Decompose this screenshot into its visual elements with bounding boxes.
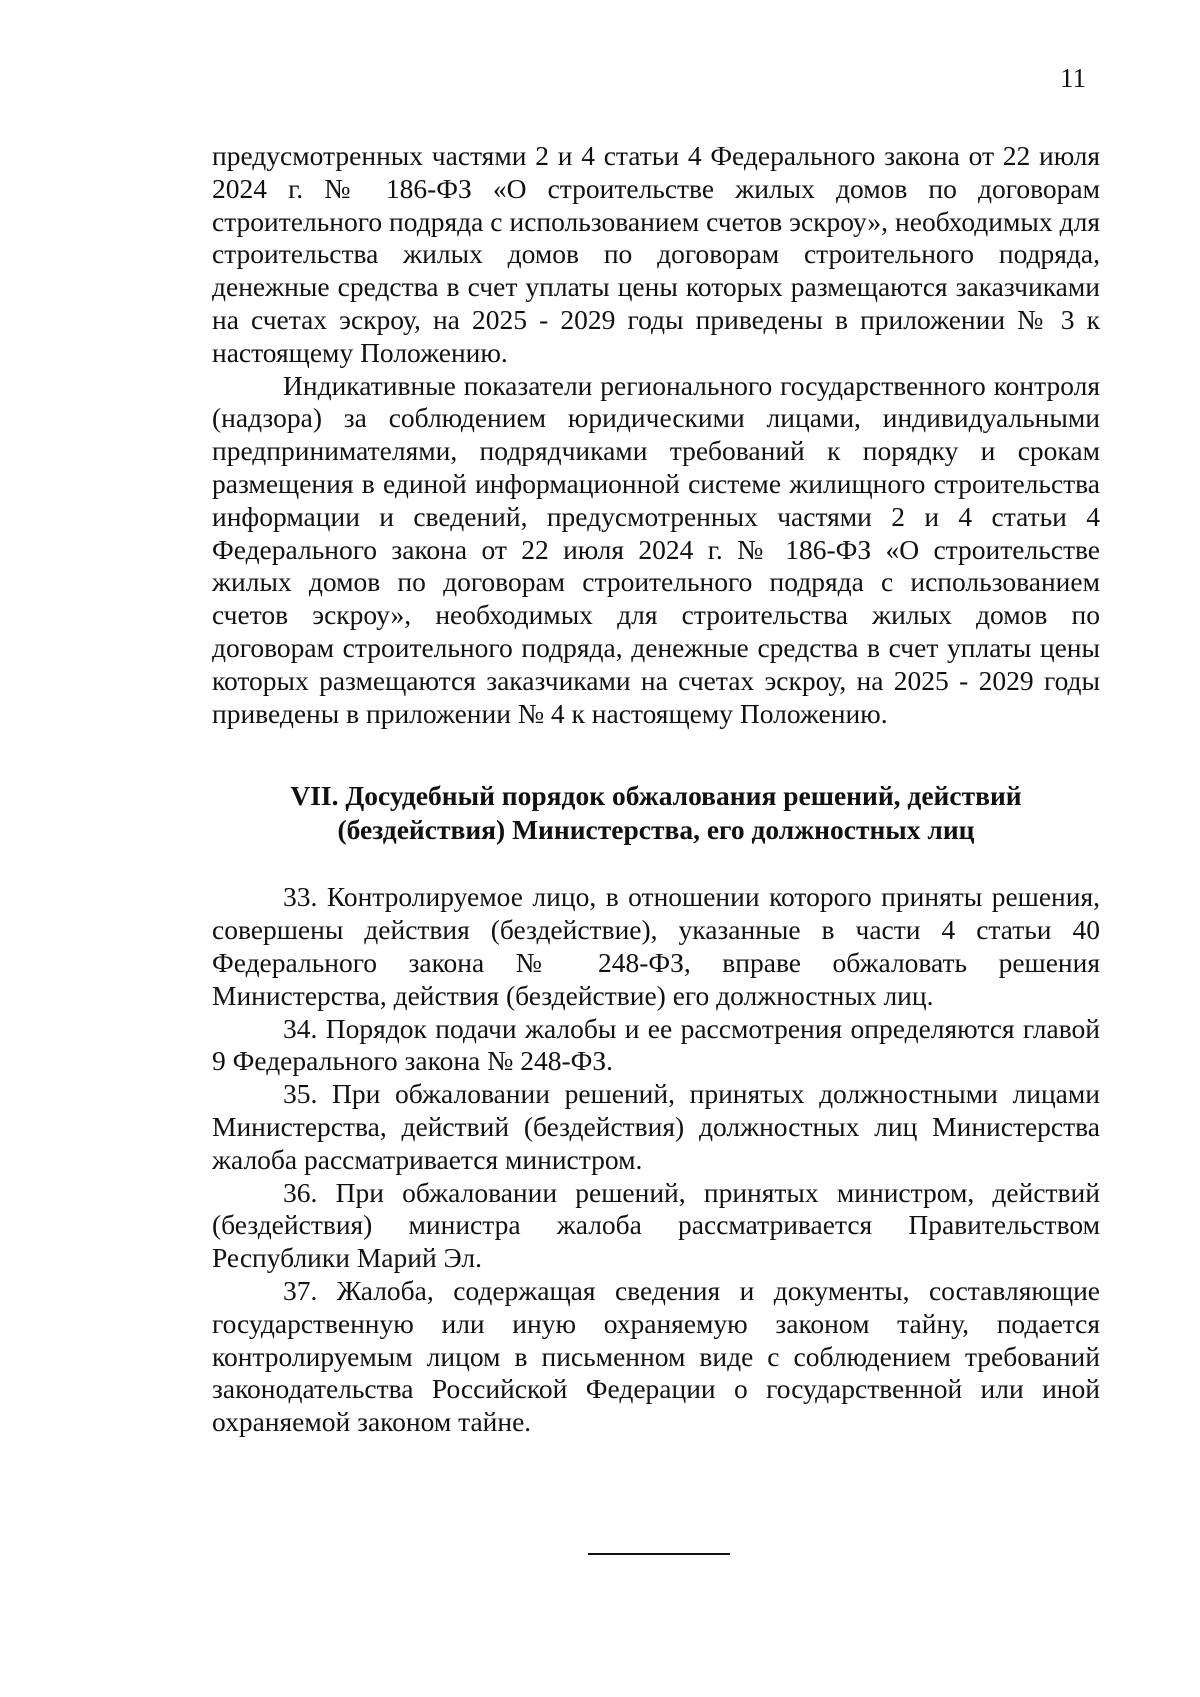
- section-heading-line-1: VII. Досудебный порядок обжалования решений, действий: [290, 780, 1022, 812]
- item-33: 33. Контролируемое лицо, в отношении которого приняты решения, совершены действия (бездействие), указанные в части 4 статьи 40 Федерального закона № 248-ФЗ, вправе обжаловать решения Министерства, действия (бездействие) его должностных лиц.: [212, 881, 1100, 1011]
- section-heading-line-2: (бездействия) Министерства, его должностных лиц: [337, 814, 975, 846]
- section-heading: [212, 779, 1100, 847]
- item-37: 37. Жалоба, содержащая сведения и документы, составляющие государственную или иную охраняемую законом тайну, подается контролируемым лицом в письменном виде с соблюдением требований законодательства Российской Федерации о государственной или иной охраняемой законом тайне.: [212, 1274, 1100, 1438]
- paragraph-indicators: Индикативные показатели регионального государственного контроля (надзора) за соблюдением юридическими лицами, индивидуальными предпринимателями, подрядчиками требований к порядку и срокам размещения в единой информационной системе жилищного строительства информации и сведений, предусмотренных частями 2 и 4 статьи 4 Федерального закона от 22 июля 2024 г. № 186-ФЗ «О строительстве жилых домов по договорам строительного подряда с использованием счетов эскроу», необходимых для строительства жилых домов по договорам строительного подряда, денежные средства в счет уплаты цены которых размещаются заказчиками на счетах эскроу, на 2025 - 2029 годы приведены в приложении № 4 к настоящему Положению.: [212, 369, 1100, 729]
- paragraph-continuation: предусмотренных частями 2 и 4 статьи 4 Федерального закона от 22 июля 2024 г. № 186-ФЗ «О строительстве жилых домов по договорам строительного подряда с использованием счетов эскроу», необходимых для строительства жилых домов по договорам строительного подряда, денежные средства в счет уплаты цены которых размещаются заказчиками на счетах эскроу, на 2025 - 2029 годы приведены в приложении № 3 к настоящему Положению.: [212, 140, 1100, 368]
- item-34: 34. Порядок подачи жалобы и ее рассмотрения определяются главой 9 Федерального закона № 248-ФЗ.: [212, 1012, 1100, 1077]
- item-36: 36. При обжаловании решений, принятых министром, действий (бездействия) министра жалоба рассматривается Правительством Республики Марий Эл.: [212, 1176, 1100, 1274]
- end-of-document-rule: [588, 1553, 730, 1555]
- item-35: 35. При обжаловании решений, принятых должностными лицами Министерства, действий (бездействия) должностных лиц Министерства жалоба рассматривается министром.: [212, 1078, 1100, 1175]
- page-number: 11: [1060, 63, 1086, 93]
- document-body: [212, 140, 1100, 1439]
